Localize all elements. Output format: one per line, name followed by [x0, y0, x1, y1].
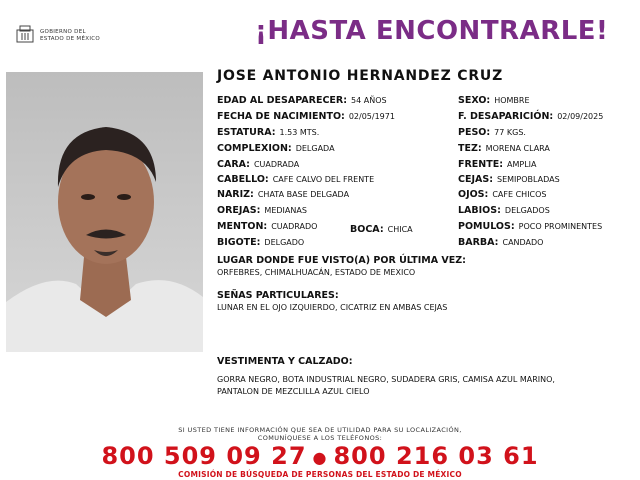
clothing-label: VESTIMENTA Y CALZADO: — [217, 356, 353, 367]
marks-label: SEÑAS PARTICULARES: — [217, 290, 339, 301]
field-f-desaparicion — [458, 111, 603, 122]
field-value: CAFE CALVO DEL FRENTE — [272, 175, 375, 184]
marks-value: LUNAR EN EL OJO IZQUIERDO, CICATRIZ EN AMBAS CEJAS — [217, 303, 448, 312]
field-tez — [458, 143, 550, 154]
field-estatura — [217, 127, 319, 138]
field-boca — [350, 224, 413, 235]
field-cabello — [217, 174, 374, 185]
field-value: CHICA — [387, 225, 413, 234]
field-frente — [458, 159, 537, 170]
field-ojos — [458, 189, 547, 200]
field-label: BIGOTE: — [217, 237, 261, 248]
field-label: CEJAS: — [458, 174, 493, 185]
field-value: CUADRADA — [253, 160, 300, 169]
logo-line-2: ESTADO DE MÉXICO — [40, 36, 101, 42]
field-label: ESTATURA: — [217, 127, 276, 138]
field-value: DELGADOS — [504, 206, 550, 215]
field-value: 54 AÑOS — [351, 96, 387, 105]
last-seen-value: ORFEBRES, CHIMALHUACÁN, ESTADO DE MEXICO — [217, 268, 416, 277]
field-label: BARBA: — [458, 237, 499, 248]
field-value: HOMBRE — [494, 96, 530, 105]
field-cejas — [458, 174, 560, 185]
field-labios — [458, 205, 550, 216]
headline: ¡HASTA ENCONTRARLE! — [255, 16, 609, 46]
field-label: FECHA DE NACIMIENTO: — [217, 111, 345, 122]
field-sexo — [458, 95, 530, 106]
field-cara — [217, 159, 299, 170]
field-label: CARA: — [217, 159, 250, 170]
clothing-line-1: GORRA NEGRO, BOTA INDUSTRIAL NEGRO, SUDADERA GRIS, CAMISA AZUL MARINO, — [217, 375, 555, 384]
state-government-logo — [14, 24, 134, 46]
field-fecha-nacimiento — [217, 111, 395, 122]
field-label: EDAD AL DESAPARECER: — [217, 95, 348, 106]
field-peso — [458, 127, 526, 138]
notice-line-2: COMUNÍQUESE A LOS TELÉFONOS: — [257, 434, 383, 442]
field-value: POCO PROMINENTES — [518, 222, 603, 231]
separator-dot-icon: ● — [312, 447, 328, 467]
field-complexion — [217, 143, 335, 154]
person-name: JOSE ANTONIO HERNANDEZ CRUZ — [217, 68, 504, 84]
field-orejas — [217, 205, 307, 216]
notice-line-1: SI USTED TIENE INFORMACIÓN QUE SEA DE UTILIDAD PARA SU LOCALIZACIÓN, — [178, 426, 462, 434]
field-value: MORENA CLARA — [485, 144, 550, 153]
field-value: AMPLIA — [507, 160, 537, 169]
phone-1[interactable]: 800 509 09 27 — [101, 442, 307, 470]
field-value: 1.53 MTS. — [279, 128, 320, 137]
field-label: SEXO: — [458, 95, 491, 106]
field-label: POMULOS: — [458, 221, 515, 232]
state-seal-icon — [14, 24, 36, 44]
field-label: PESO: — [458, 127, 491, 138]
field-pomulos — [458, 221, 602, 232]
field-value: 02/05/1971 — [348, 112, 395, 121]
field-label: COMPLEXION: — [217, 143, 292, 154]
field-value: 77 KGS. — [494, 128, 526, 137]
field-label: LABIOS: — [458, 205, 501, 216]
field-nariz — [217, 189, 349, 200]
field-label: TEZ: — [458, 143, 482, 154]
field-label: MENTON: — [217, 221, 268, 232]
field-value: CHATA BASE DELGADA — [257, 190, 350, 199]
field-value: 02/09/2025 — [557, 112, 604, 121]
person-photo — [6, 72, 203, 352]
field-label: NARIZ: — [217, 189, 254, 200]
field-value: MEDIANAS — [264, 206, 307, 215]
field-label: FRENTE: — [458, 159, 504, 170]
field-value: CANDADO — [502, 238, 544, 247]
field-value: DELGADO — [264, 238, 305, 247]
last-seen-label: LUGAR DONDE FUE VISTO(A) POR ÚLTIMA VEZ: — [217, 255, 466, 266]
phone-2[interactable]: 800 216 03 61 — [333, 442, 539, 470]
field-value: SEMIPOBLADAS — [497, 175, 560, 184]
commission-name: COMISIÓN DE BÚSQUEDA DE PERSONAS DEL ESTADO DE MÉXICO — [178, 470, 462, 479]
field-value: CUADRADO — [271, 222, 318, 231]
phone-numbers — [0, 442, 640, 470]
logo-line-1: GOBIERNO DEL — [40, 29, 86, 35]
field-bigote — [217, 237, 304, 248]
field-barba — [458, 237, 543, 248]
field-value: CAFE CHICOS — [492, 190, 547, 199]
field-edad — [217, 95, 387, 106]
field-menton — [217, 221, 317, 232]
field-label: OJOS: — [458, 189, 489, 200]
clothing-line-2: PANTALON DE MEZCLILLA AZUL CIELO — [217, 387, 370, 396]
field-value: DELGADA — [295, 144, 335, 153]
field-label: OREJAS: — [217, 205, 261, 216]
field-label: F. DESAPARICIÓN: — [458, 111, 554, 122]
field-label: BOCA: — [350, 224, 384, 235]
field-label: CABELLO: — [217, 174, 269, 185]
